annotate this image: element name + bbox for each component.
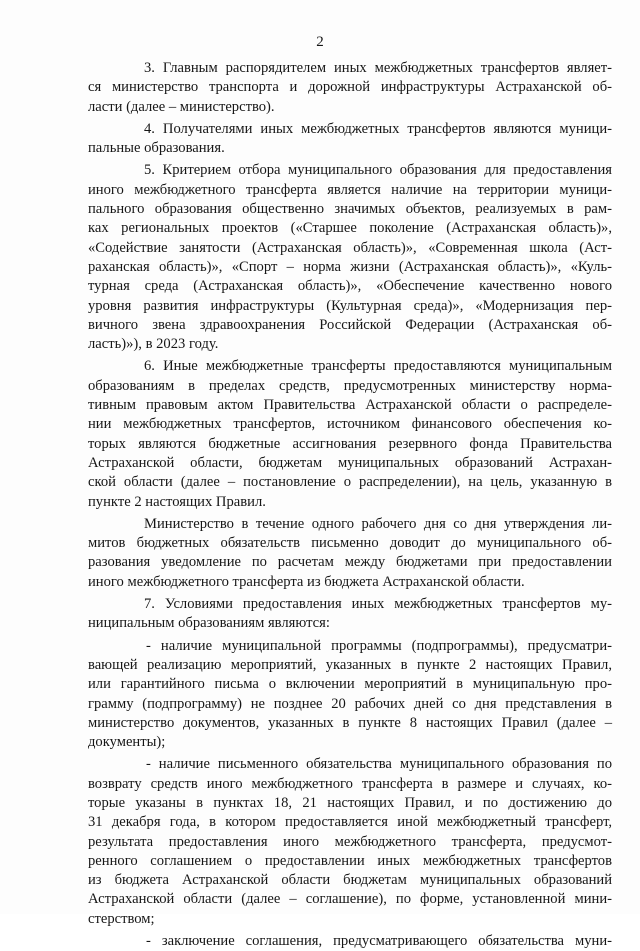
text-line: торые указаны в пунктах 18, 21 настоящих Правил, и по достижению до	[88, 794, 612, 811]
text-line: раханская область)», «Спорт – норма жизни (Астраханская область)», «Куль-	[88, 258, 612, 275]
text-line: 5. Критерием отбора муниципального образования для предоставления	[144, 162, 612, 179]
text-line: или гарантийного письма о включении мероприятий в муниципальную про-	[88, 676, 612, 693]
text-line: ся министерство транспорта и дорожной инфраструктуры Астраханской об-	[88, 79, 612, 96]
text-line: 6. Иные межбюджетные трансферты предоставляются муниципальным	[144, 358, 612, 375]
text-line: Астраханской области, бюджетам муниципальных образований Астрахан-	[88, 454, 612, 471]
text-line: 7. Условиями предоставления иных межбюджетных трансфертов му-	[144, 596, 612, 613]
text-line: ласть)»), в 2023 году.	[88, 336, 219, 353]
text-line: - наличие письменного обязательства муниципального образования по	[146, 756, 612, 773]
text-line: из бюджета Астраханской области бюджетам муниципальных образований	[88, 872, 612, 889]
text-line: стерством;	[88, 910, 155, 927]
text-line: министерство документов, указанных в пункте 8 настоящих Правил (далее –	[88, 714, 612, 731]
text-line: - наличие муниципальной программы (подпрограммы), предусматри-	[146, 637, 612, 654]
text-line: 4. Получателями иных межбюджетных трансфертов являются муници-	[144, 120, 612, 137]
text-line: 3. Главным распорядителем иных межбюджетных трансфертов являет-	[144, 60, 612, 76]
page-number: 2	[316, 34, 324, 50]
text-line: документы);	[88, 734, 166, 751]
text-line: иного межбюджетного трансферта является наличие на территории муници-	[88, 181, 612, 198]
text-line: 31 декабря года, в котором предоставляется иной межбюджетный трансферт,	[88, 814, 612, 831]
text-line: пункте 2 настоящих Правил.	[88, 493, 266, 510]
text-line: грамму (подпрограмму) не позднее 20 рабочих дней со дня представления в	[88, 695, 612, 712]
text-line: тивным правовым актом Правительства Астраханской области о распределе-	[88, 397, 612, 414]
text-line: результата предоставления иного межбюджетного трансферта, предусмот-	[88, 833, 612, 850]
text-line: образованиям в пределах средств, предусмотренных министерству норма-	[88, 377, 612, 394]
text-line: иного межбюджетного трансферта из бюджета Астраханской области.	[88, 573, 525, 590]
text-line: турная среда (Астраханская область)», «Обеспечение качественно нового	[88, 278, 612, 295]
text-line: ках региональных проектов («Старшее поколение (Астраханская область)»,	[88, 220, 612, 237]
text-line: Министерство в течение одного рабочего дня со дня утверждения ли-	[144, 515, 612, 532]
text-line: торых являются бюджетные ассигнования резервного фонда Правительства	[88, 435, 612, 452]
text-line: - заключение соглашения, предусматривающего обязательства муни-	[146, 933, 612, 950]
text-line: уровня развития инфраструктуры (Культурная среда)», «Модернизация пер-	[88, 297, 612, 314]
text-line: возврату средств иного межбюджетного трансферта в размере и случаях, ко-	[88, 775, 612, 792]
document-body	[88, 59, 612, 951]
text-line: ниципальным образованиям являются:	[88, 615, 330, 632]
text-line: пального образования общественно значимых объектов, реализуемых в рам-	[88, 201, 612, 218]
text-line: ренного соглашением о предоставлении иных межбюджетных трансфертов	[88, 852, 612, 869]
text-line: митов бюджетных обязательств письменно доводит до муниципального об-	[88, 535, 612, 552]
text-line: «Содействие занятости (Астраханская область)», «Современная школа (Аст-	[88, 239, 612, 256]
text-line: вичного звена здравоохранения Российской Федерации (Астраханская об-	[88, 316, 612, 333]
text-line: Астраханской области (далее – соглашение), по форме, установленной мини-	[88, 891, 612, 908]
text-line: пальные образования.	[88, 140, 225, 157]
text-line: разования уведомление по расчетам между бюджетами при предоставлении	[88, 554, 612, 571]
text-line: ской области (далее – постановление о распределении), на цель, указанную в	[88, 474, 612, 491]
text-line: нии межбюджетных трансфертов, источником финансового обеспечения ко-	[88, 416, 612, 433]
text-line: ласти (далее – министерство).	[88, 98, 275, 115]
text-line: вающей реализацию мероприятий, указанных в пункте 2 настоящих Правил,	[88, 656, 612, 673]
